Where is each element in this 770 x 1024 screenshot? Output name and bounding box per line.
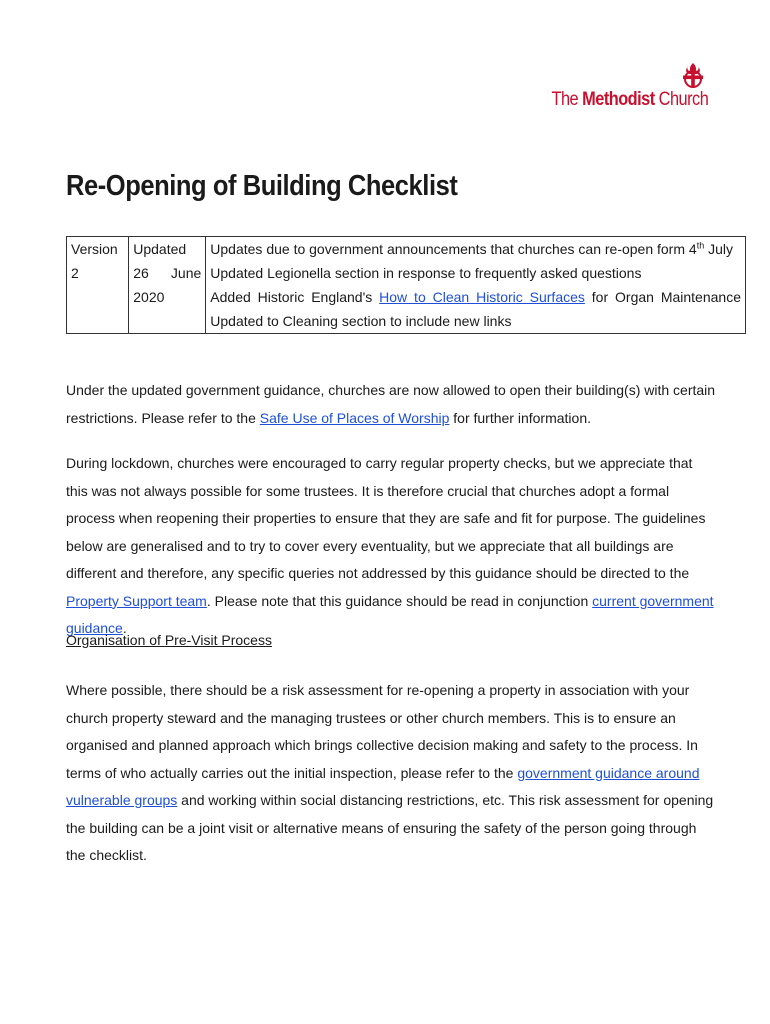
safe-use-places-of-worship-link[interactable]: Safe Use of Places of Worship [259,409,450,426]
intro-paragraph: Under the updated government guidance, churches are now allowed to open their building(s) with certain restrictions. Please refer to the Safe Use of Places of Worship for further information. [66,382,716,426]
vulnerable-groups-guidance-link[interactable]: government guidance around vulnerable groups [66,764,700,808]
update-line: Updated Legionella section in response to frequently asked questions [210,265,642,281]
version-cell: Version 2 [67,237,129,334]
page-title: Re-Opening of Building Checklist [66,170,458,202]
cross-and-flame-icon [680,62,706,88]
historic-surfaces-link[interactable]: How to Clean Historic Surfaces [379,289,585,305]
property-support-team-link[interactable]: Property Support team [66,592,207,609]
version-history-table [66,236,746,334]
update-line: Added Historic England's How to Clean Historic Surfaces for Organ Maintenance [210,289,741,305]
table-row [67,237,746,334]
logo-wordmark: The Methodist Church [551,89,708,110]
current-government-guidance-link[interactable]: current government guidance [66,592,714,636]
updates-cell [206,237,746,334]
pre-visit-paragraph: Where possible, there should be a risk assessment for re-opening a property in association with your church property steward and the managing trustees or other church members. This is to ensure an organised and planned approach which brings collective decision making and safety to the process. In terms of who actually carries out the initial inspection, please refer to the government guidance around vulnerable groups and working within social distancing restrictions, etc. This risk assessment for opening the building can be a joint visit or alternative means of ensuring the safety of the person going through the checklist. [66,682,714,863]
date-cell: Updated 26 June 2020 [129,237,206,334]
methodist-logo [526,62,708,109]
lockdown-paragraph: During lockdown, churches were encouraged to carry regular property checks, but we appreciate that this was not always possible for some trustees. It is therefore crucial that churches adopt a formal process when reopening their properties to ensure that they are safe and fit for purpose. The guidelines below are generalised and to try to cover every eventuality, but we appreciate that all buildings are different and therefore, any specific queries not addressed by this guidance should be directed to the Property Support team. Please note that this guidance should be read in conjunction current government guidance. [66,455,714,636]
update-line: Updated to Cleaning section to include new links [210,313,512,329]
section-heading: Organisation of Pre-Visit Process [66,632,272,648]
update-line: Updates due to government announcements that churches can re-open form 4th July [210,240,733,257]
